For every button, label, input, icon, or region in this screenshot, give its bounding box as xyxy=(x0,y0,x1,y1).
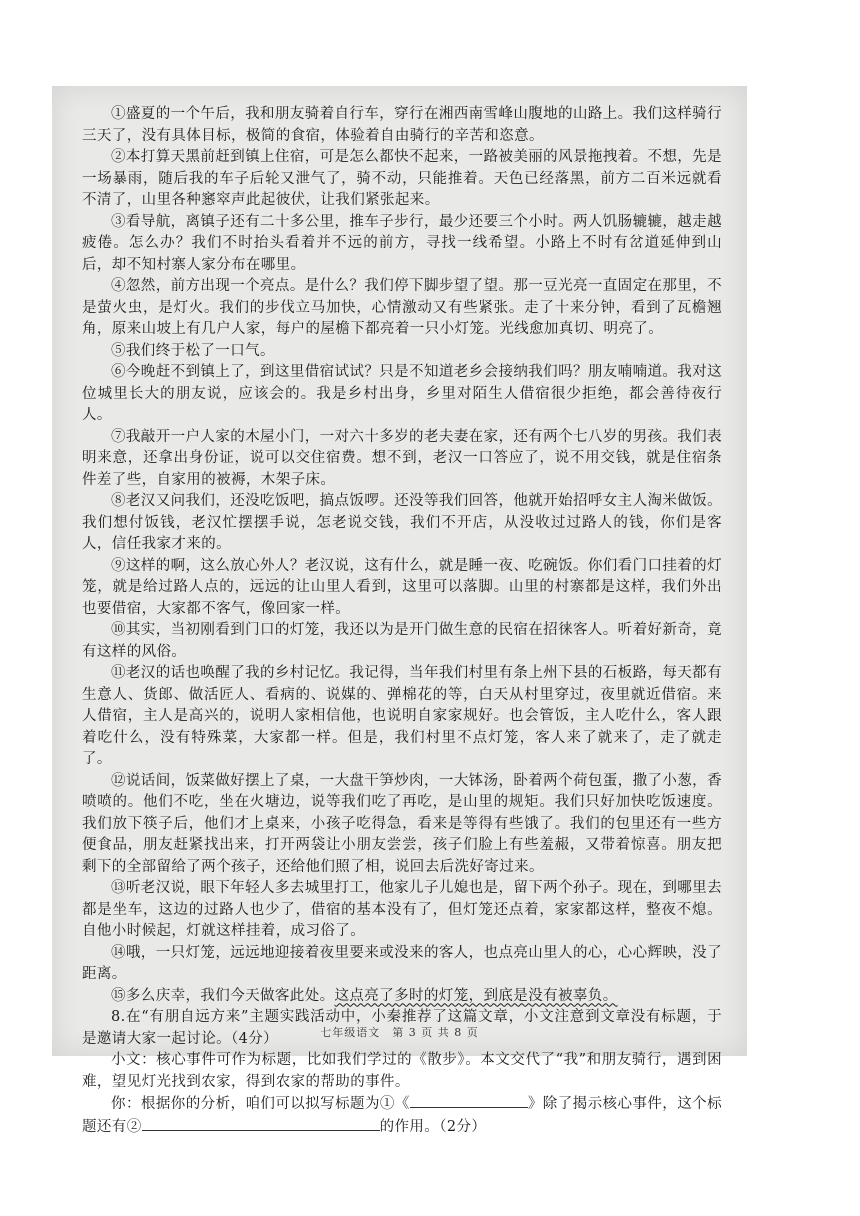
paragraph-5: ⑤我们终于松了一口气。 xyxy=(111,342,275,359)
paragraph-3: ③看导航，离镇子还有二十多公里，推车子步行，最少还要三个小时。两人饥肠辘辘，越走越疲倦。怎么办？我们不时抬头看着并不远的前方，寻找一线希望。小路上不时有岔道延伸到山后，却不知村寨人家分布在哪里。 xyxy=(82,213,722,273)
paragraph-9: ⑨这样的啊，这么放心外人？老汉说，这有什么，就是睡一夜、吃碗饭。你们看门口挂着的灯笼，就是给过路人点的，远远的让山里人看到，这里可以落脚。山里的村寨都是这样，我们外出也要借宿，大家都不客气，像回家一样。 xyxy=(82,557,722,617)
paragraph-15 xyxy=(82,986,722,1008)
paragraph-4: ④忽然，前方出现一个亮点。是什么？我们停下脚步望了望。那一豆光亮一直固定在那里，不是萤火虫，是灯火。我们的步伐立马加快，心情激动又有些紧张。走了十来分钟，看到了瓦檐翘角，原来山坡上有几户人家，每户的屋檐下都亮着一只小灯笼。光线愈加真切、明亮了。 xyxy=(82,278,722,337)
answer-end-text: 的作用。（2分） xyxy=(379,1118,487,1135)
paragraph-6: ⑥今晚赶不到镇上了，到这里借宿试试？只是不知道老乡会接纳我们吗？朋友喃喃道。我对这位城里长大的朋友说，应该会的。我是乡村出身，乡里对陌生人借宿很少拒绝，都会善待夜行人。 xyxy=(82,364,722,423)
passage-content xyxy=(82,104,722,1138)
title-answer-blank[interactable] xyxy=(410,1093,528,1108)
paragraph-14: ⑭哦，一只灯笼，远远地迎接着夜里要来或没来的客人，也点亮山里人的心，心心辉映，没了距离。 xyxy=(82,944,722,982)
paragraph-15-underlined-sentence: 这点亮了多时的灯笼，到底是没有被辜负。 xyxy=(334,987,618,1004)
question-8-title: 8.在“有朋自远方来”主题实践活动中，小秦推荐了这篇文章，小文注意到文章没有标题，于是邀请大家一起讨论。（4分） xyxy=(82,1009,722,1047)
paragraph-12: ⑫说话间，饭菜做好摆上了桌，一大盘干笋炒肉，一大钵汤，卧着两个荷包蛋，撒了小葱，香喷喷的。他们不吃，坐在火塘边，说等我们吃了再吃，是山里的规矩。我们只好加快吃饭速度。我们放下筷子后，他们才上桌来，小孩子吃得急，看来是等得有些饿了。我们的包里还有一些方便食品，朋友赶紧找出来，打开两袋让小朋友尝尝，孩子们脸上有些羞赧，又带着惊喜。朋友把剩下的全部留给了两个孩子，还给他们照了相，说回去后洗好寄过来。 xyxy=(82,772,722,875)
answer-lead-text: 你：根据你的分析，咱们可以拟写标题为①《 xyxy=(111,1096,410,1112)
paragraph-13: ⑬听老汉说，眼下年轻人多去城里打工，他家儿子儿媳也是，留下两个孙子。现在，到哪里去都是坐车，这边的过路人也少了，借宿的基本没有了，但灯笼还点着，家家都这样，整夜不熄。自他小时候起，灯就这样挂着，成习俗了。 xyxy=(82,880,722,939)
answer-mid-text: 》除了揭示核心事件，这个标题还有② xyxy=(82,1096,723,1135)
paragraph-8: ⑧老汉又问我们，还没吃饭吧，搞点饭啰。还没等我们回答，他就开始招呼女主人淘米做饭。我们想付饭钱，老汉忙摆摆手说，怎老说交钱，我们不开店，从没收过过路人的钱，你们是客人，信任我家才来的。 xyxy=(82,493,722,552)
paragraph-10: ⑩其实，当初刚看到门口的灯笼，我还以为是开门做生意的民宿在招徕客人。听着好新奇，竟有这样的风俗。 xyxy=(82,622,722,660)
page-footer: 七年级语文 第 3 页 共 8 页 xyxy=(320,1026,479,1039)
paragraph-11: ⑪老汉的话也唤醒了我的乡村记忆。我记得，当年我们村里有条上州下县的石板路，每天都有生意人、货郎、做活匠人、看病的、说媒的、弹棉花的等，白天从村里穿过，夜里就近借宿。来人借宿，主人是高兴的，说明人家相信他，也说明自家家规好。也会管饭，主人吃什么，客人跟着吃什么，没有特殊菜，大家都一样。但是，我们村里不点灯笼，客人来了就来了，走了就走了。 xyxy=(82,665,722,767)
function-answer-blank[interactable] xyxy=(142,1116,380,1131)
paragraph-7: ⑦我敲开一户人家的木屋小门，一对六十多岁的老夫妻在家，还有两个七八岁的男孩。我们表明来意，还拿出身份证，说可以交住宿费。想不到，老汉一口答应了，说不用交钱，就是住宿条件差了些，自家用的被褥，木架子床。 xyxy=(82,428,722,488)
question-8-xiaowen: 小文：核心事件可作为标题，比如我们学过的《散步》。本文交代了“我”和朋友骑行，遇到困难，望见灯光找到农家，得到农家的帮助的事件。 xyxy=(82,1052,722,1090)
question-8-answer-line xyxy=(82,1093,722,1138)
paragraph-15-lead: ⑮多么庆幸，我们今天做客此处。 xyxy=(111,987,335,1004)
paragraph-2: ②本打算天黑前赶到镇上住宿，可是怎么都快不起来，一路被美丽的风景拖拽着。不想，先是一场暴雨，随后我的车子后轮又泄气了，骑不动，只能推着。天色已经落黑，前方二百米远就看不清了，山里各种窸窣声此起彼伏，让我们紧张起来。 xyxy=(82,149,722,208)
paragraph-1: ①盛夏的一个午后，我和朋友骑着自行车，穿行在湘西南雪峰山腹地的山路上。我们这样骑行三天了，没有具体目标，极简的食宿，体验着自由骑行的辛苦和恣意。 xyxy=(82,106,722,144)
exam-paper-sheet xyxy=(52,86,747,1135)
